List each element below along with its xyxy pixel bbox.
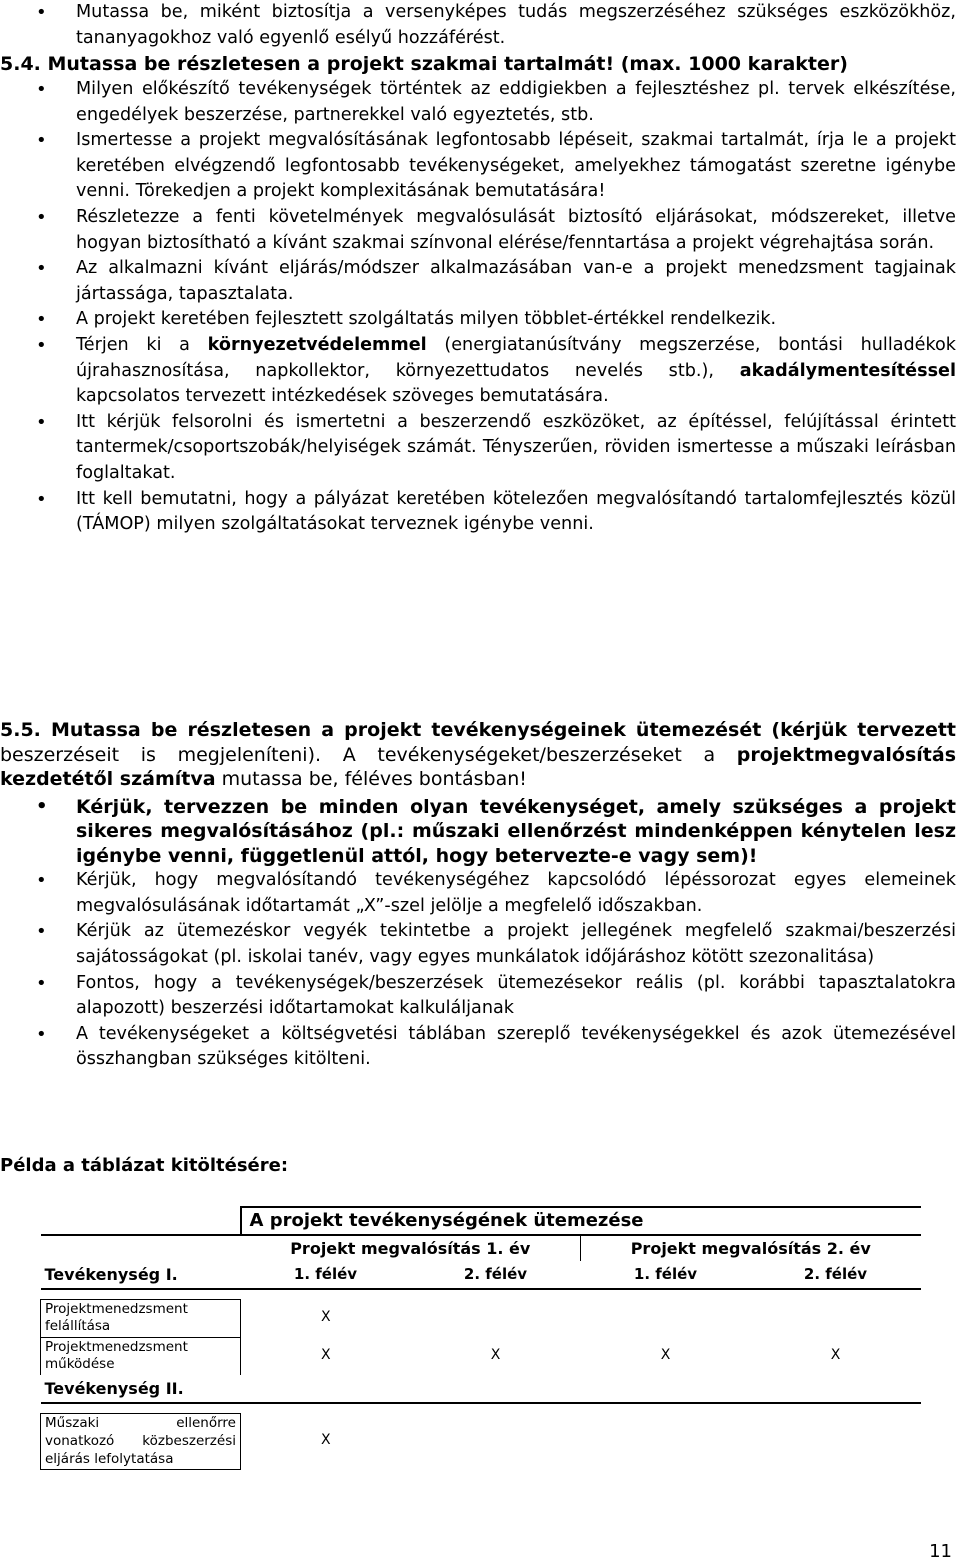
table-row-label: Projektmenedzsment működése [41,1337,241,1375]
table-row [41,1413,921,1469]
list-item: • Mutassa be, miként biztosítja a versenyképes tudás megszerzéséhez szükséges eszközökhöz, tananyagokhoz való egyenlő esélyű hozzáférést. [0,0,956,51]
table-cell-mark: X [490,1347,501,1364]
table-row-label: Projektmenedzsment felállítása [41,1299,241,1337]
list-item: • A projekt keretében fejlesztett szolgáltatás milyen többlet-értékkel rendelkezik. [0,307,956,333]
table-semester-header: 1. félév [581,1261,751,1289]
table-year1-header: Projekt megvalósítás 1. év [241,1235,581,1262]
table-cell-mark [411,1299,581,1337]
list-item: • Részletezze a fenti követelmények megvalósulását biztosító eljárásokat, módszereket, illetve hogyan biztosítható a kívánt szakmai színvonal elérése/fenntartása a projekt végrehajtása során. [0,205,956,256]
section-5-4-bullet-list [0,77,956,538]
section-5-5-heading: 5.5. Mutassa be részletesen a projekt tevékenységeinek ütemezését (kérjük tervezett beszerzéseit is megjeleníteni). A tevékenységeket/beszerzéseket a projektmegvalósítás kezdetétől számítva mutassa be, féléves bontásban! [0,719,956,791]
table-semester-header: 2. félév [411,1261,581,1289]
list-item-environment: • Térjen ki a környezetvédelemmel (energiatanúsítvány megszerzése, bontási hulladékok újrahasznosítása, napkollektor, környezettudatos nevelés stb.), akadálymentesítéssel kapcsolatos tervezett intézkedések szöveges bemutatására. [0,333,956,410]
table-cell-mark: X [320,1432,331,1449]
list-item: • Ismertesse a projekt megvalósításának legfontosabb lépéseit, szakmai tartalmát, írja le a projekt keretében elvégzendő legfontosabb tevékenységeket, amelyekhez támogatást szeretne igénybe venni. Törekedjen a projekt komplexitásának bemutatására! [0,128,956,205]
table-cell-mark: X [320,1347,331,1364]
table-cell-mark: X [320,1309,331,1326]
table-semester-header: 2. félév [751,1261,921,1289]
schedule-table [40,1206,921,1470]
list-item: • Itt kérjük felsorolni és ismertetni a beszerzendő eszközöket, az építéssel, felújítással érintett tantermek/csoportszobák/helyiségek számát. Tényszerűen, röviden ismertesse a műszaki leírásban foglaltakat. [0,410,956,487]
list-item: • A tevékenységeket a költségvetési táblában szereplő tevékenységekkel és azok ütemezésével összhangban szükséges kitölteni. [0,1022,956,1073]
example-label: Példa a táblázat kitöltésére: [0,1155,289,1176]
list-item: • Kérjük az ütemezéskor vegyék tekintetbe a projekt jellegének megfelelő szakmai/beszerzési sajátosságokat (pl. iskolai tanév, vagy egyes munkálatok időjáráshoz kötött szezonalitása) [0,919,956,970]
table-cell-mark: X [660,1347,671,1364]
table-row [41,1299,921,1337]
table-cell-mark [751,1413,921,1469]
table-cell-mark [581,1413,751,1469]
table-cell-mark [751,1299,921,1337]
table-row-label: Műszaki ellenőrre vonatkozó közbeszerzési eljárás lefolytatása [41,1413,241,1469]
table-group-label: Tevékenység I. [41,1261,241,1289]
section-5-5-bullet-list [0,795,956,1073]
list-item: • Milyen előkészítő tevékenységek történtek az eddigiekben a fejlesztéshez pl. tervek elkészítése, engedélyek beszerzése, partnerekkel való egyeztetés, stb. [0,77,956,128]
table-group-label: Tevékenység II. [41,1375,241,1403]
list-item: • Fontos, hogy a tevékenységek/beszerzések ütemezésekor reális (pl. korábbi tapasztalatokra alapozott) beszerzési időtartamokat kalkuláljanak [0,971,956,1022]
list-item-bold: • Kérjük, tervezzen be minden olyan tevékenységet, amely szükséges a projekt sikeres megvalósításához (pl.: műszaki ellenőrzést mindenképpen kénytelen lesz igénybe venni, függetlenül attól, hogy betervezte-e vagy sem)! [0,795,956,868]
table-title: A projekt tevékenységének ütemezése [241,1207,921,1235]
table-year2-header: Projekt megvalósítás 2. év [630,1238,871,1258]
table-cell-mark [581,1299,751,1337]
list-item: • Az alkalmazni kívánt eljárás/módszer alkalmazásában van-e a projekt menedzsment tagjainak jártassága, tapasztalata. [0,256,956,307]
top-bullet-list [0,0,956,51]
section-5-4-heading: 5.4. Mutassa be részletesen a projekt szakmai tartalmát! (max. 1000 karakter) [0,53,848,75]
table-row [41,1337,921,1375]
table-semester-header: 1. félév [241,1261,411,1289]
table-cell-mark [411,1413,581,1469]
list-item: • Kérjük, hogy megvalósítandó tevékenységéhez kapcsolódó lépéssorozat egyes elemeinek megvalósulásának időtartamát „X”-szel jelölje a megfelelő időszakban. [0,868,956,919]
table-cell-mark: X [830,1347,841,1364]
list-item: • Itt kell bemutatni, hogy a pályázat keretében kötelezően megvalósítandó tartalomfejlesztés közül (TÁMOP) milyen szolgáltatásokat terveznek igénybe venni. [0,487,956,538]
page-number: 11 [929,1541,952,1562]
